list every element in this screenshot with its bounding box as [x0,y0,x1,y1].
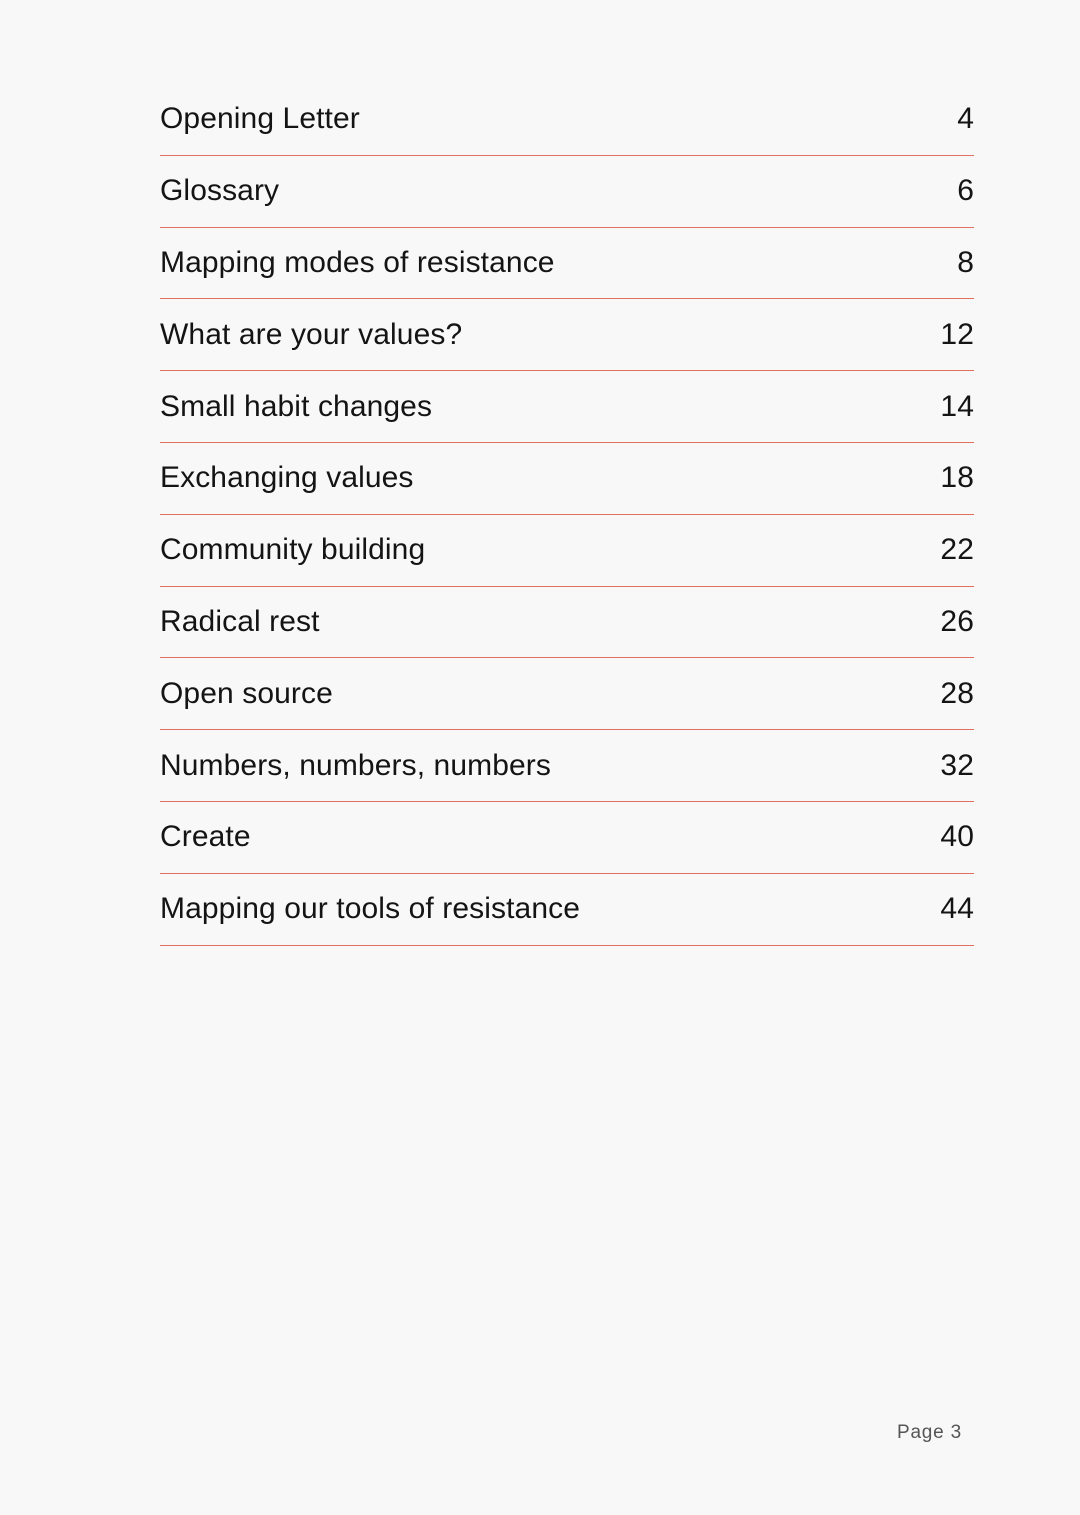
toc-entry-page: 26 [940,604,974,638]
toc-entry-page: 6 [957,174,974,208]
toc-entry-title: Radical rest [160,604,320,638]
toc-entry-page: 44 [940,892,974,926]
toc-entry[interactable] [160,84,974,156]
toc-entry[interactable] [160,587,974,659]
toc-entry[interactable] [160,658,974,730]
toc-entry-page: 14 [940,389,974,423]
page-number: Page 3 [896,1422,962,1443]
toc-entry[interactable] [160,730,974,802]
toc-entry-title: Glossary [160,174,280,208]
toc-entry-title: Mapping our tools of resistance [160,892,580,926]
toc-entry-title: Open source [160,676,333,710]
toc-entry[interactable] [160,299,974,371]
toc-entry-page: 8 [957,245,974,279]
toc-entry-page: 4 [957,102,974,136]
toc-entry[interactable] [160,443,974,515]
toc-entry-title: Numbers, numbers, numbers [160,748,551,782]
toc-entry-title: Small habit changes [160,389,433,423]
toc-entry-page: 12 [940,317,974,351]
table-of-contents [160,84,974,946]
toc-entry[interactable] [160,371,974,443]
toc-entry-page: 32 [940,748,974,782]
toc-entry-title: Mapping modes of resistance [160,245,555,279]
toc-entry-title: Opening Letter [160,102,360,136]
toc-entry-title: Community building [160,533,426,567]
toc-entry-title: Create [160,820,251,854]
toc-entry[interactable] [160,874,974,946]
toc-entry-page: 22 [940,533,974,567]
toc-entry[interactable] [160,802,974,874]
toc-entry-page: 40 [940,820,974,854]
toc-entry[interactable] [160,515,974,587]
toc-entry-title: Exchanging values [160,461,414,495]
toc-entry[interactable] [160,228,974,300]
toc-entry-title: What are your values? [160,317,463,351]
toc-entry-page: 18 [940,461,974,495]
toc-entry-page: 28 [940,676,974,710]
toc-entry[interactable] [160,156,974,228]
